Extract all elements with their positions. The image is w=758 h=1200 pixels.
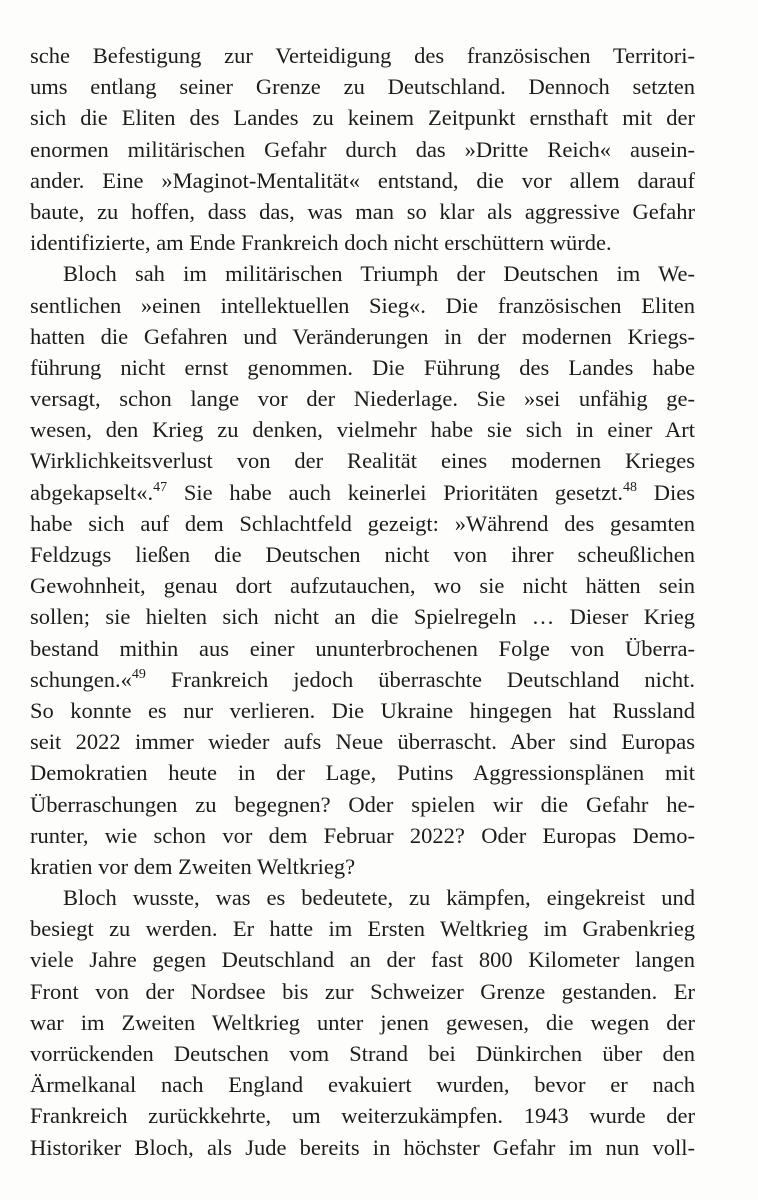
text-line: Gewohnheit, genau dort aufzutauchen, wo sie nicht hätten sein (30, 573, 695, 599)
text-segment: schungen.« (30, 666, 132, 692)
book-page (30, 40, 695, 1163)
text-line: Feldzugs ließen die Deutschen nicht von ihrer scheußlichen (30, 542, 695, 567)
text-line: Bloch sah im militärischen Triumph der Deutschen im We- (63, 261, 695, 287)
text-line: baute, zu hoffen, dass das, was man so klar als aggressive Gefahr (30, 198, 695, 224)
text-line: Bloch wusste, was es bedeutete, zu kämpfen, eingekreist und (63, 885, 695, 911)
text-line: sich die Eliten des Landes zu keinem Zeitpunkt ernsthaft mit der (30, 105, 695, 131)
text-line: viele Jahre gegen Deutschland an der fast 800 Kilometer langen (30, 947, 695, 973)
text-line: Wirklichkeitsverlust von der Realität eines modernen Krieges (30, 448, 695, 474)
paragraph-3 (30, 882, 695, 1163)
text-segment: Frankreich jedoch überraschte Deutschland nicht. (145, 666, 695, 692)
text-line: hatten die Gefahren und Veränderungen in der modernen Kriegs- (30, 323, 695, 349)
text-line: vorrückenden Deutschen vom Strand bei Dünkirchen über den (30, 1041, 695, 1066)
paragraph-2 (30, 258, 695, 882)
text-line: versagt, schon lange vor der Niederlage. Sie »sei unfähig ge- (30, 386, 695, 412)
text-line: besiegt zu werden. Er hatte im Ersten Weltkrieg im Grabenkrieg (30, 916, 695, 942)
text-segment: abgekapselt«. (30, 479, 154, 505)
footnote-marker: 49 (131, 666, 146, 682)
text-segment: Dies (653, 479, 696, 505)
text-line: Front von der Nordsee bis zur Schweizer Grenze gestanden. Er (30, 978, 695, 1004)
text-line: Demokratien heute in der Lage, Putins Aggressionsplänen mit (30, 760, 695, 786)
text-line: seit 2022 immer wieder aufs Neue überrascht. Aber sind Europas (30, 729, 695, 755)
text-line-footnotes-47-48 (30, 477, 695, 508)
text-line: kratien vor dem Zweiten Weltkrieg? (30, 853, 356, 879)
footnote-marker: 48 (623, 479, 638, 495)
text-line: Ärmelkanal nach England evakuiert wurden, bevor er nach (30, 1072, 695, 1098)
text-line: ums entlang seiner Grenze zu Deutschland. Dennoch setzten (30, 74, 695, 100)
text-line-footnote-49 (30, 664, 695, 695)
text-line: Historiker Bloch, als Jude bereits in höchster Gefahr im nun voll- (30, 1134, 695, 1160)
text-line: sche Befestigung zur Verteidigung des französischen Territori- (30, 43, 695, 68)
text-line: runter, wie schon vor dem Februar 2022? Oder Europas Demo- (30, 822, 695, 848)
text-line: habe sich auf dem Schlachtfeld gezeigt: »Während des gesamten (30, 510, 695, 536)
paragraph-1 (30, 40, 695, 258)
text-line: Frankreich zurückkehrte, um weiterzukämpfen. 1943 wurde der (30, 1103, 695, 1129)
text-line: bestand mithin aus einer ununterbrochenen Folge von Überra- (30, 635, 695, 661)
text-line: identifizierte, am Ende Frankreich doch nicht erschüttern würde. (30, 230, 612, 256)
text-line: sollen; sie hielten sich nicht an die Spielregeln … Dieser Krieg (30, 604, 695, 630)
text-line: enormen militärischen Gefahr durch das »Dritte Reich« ausein- (30, 136, 695, 162)
text-line: So konnte es nur verlieren. Die Ukraine hingegen hat Russland (30, 697, 695, 723)
text-line: führung nicht ernst genommen. Die Führung des Landes habe (30, 354, 695, 380)
text-line: sentlichen »einen intellektuellen Sieg«. Die französischen Eliten (30, 292, 695, 318)
text-line: ander. Eine »Maginot-Mentalität« entstand, die vor allem darauf (30, 167, 695, 193)
footnote-marker: 47 (153, 479, 168, 495)
text-line: war im Zweiten Weltkrieg unter jenen gewesen, die wegen der (30, 1009, 695, 1035)
text-line: Überraschungen zu begegnen? Oder spielen wir die Gefahr he- (30, 791, 695, 817)
text-line: wesen, den Krieg zu denken, vielmehr habe sie sich in einer Art (30, 417, 695, 443)
text-segment: Sie habe auch keinerlei Prioritäten gesetzt. (167, 479, 624, 505)
